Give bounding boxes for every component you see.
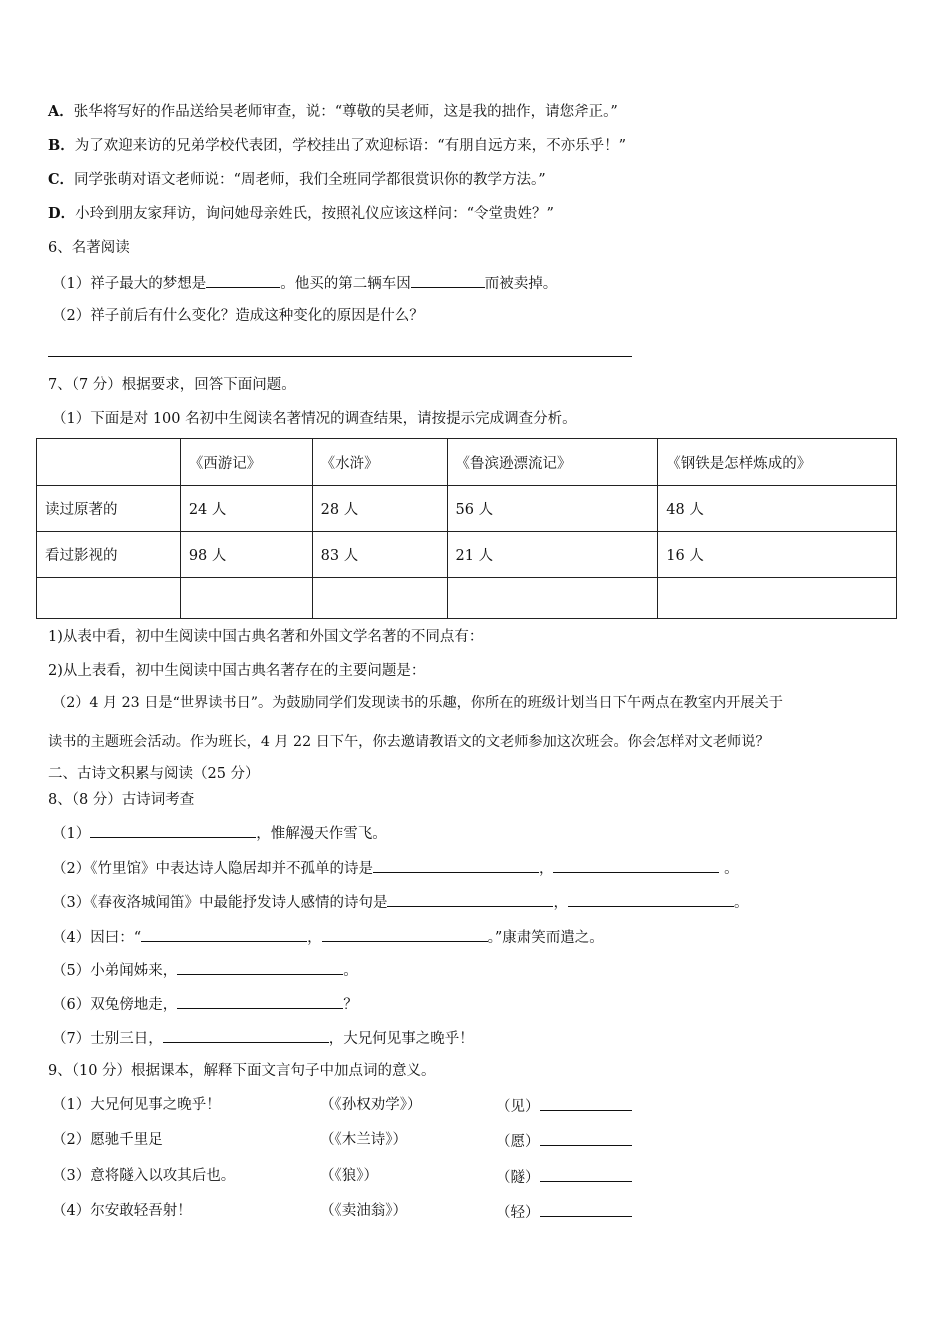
table-cell: 看过影视的 <box>37 532 181 578</box>
q7-analysis-1: 1)从表中看，初中生阅读中国古典名著和外国文学名著的不同点有： <box>48 629 484 645</box>
q7-part2-line2: 读书的主题班会活动。作为班长，4 月 22 日下午，你去邀请教语文的文老师参加这次班会。你会怎样对文老师说？ <box>48 734 770 750</box>
q8-text: （1） <box>52 826 91 842</box>
q9-row <box>52 1166 652 1186</box>
answer-blank[interactable] <box>141 926 307 942</box>
q8-text: 。 <box>343 963 358 979</box>
q9-sentence: （4）尔安敢轻吾射！ <box>52 1203 192 1219</box>
q6-title: 6、名著阅读 <box>48 240 130 256</box>
answer-blank[interactable] <box>177 993 343 1009</box>
q8-text: 。 <box>733 895 749 911</box>
answer-blank[interactable] <box>177 959 343 975</box>
answer-line[interactable] <box>48 356 632 357</box>
answer-blank[interactable] <box>163 1027 329 1043</box>
table-cell: 28 人 <box>312 486 447 532</box>
q8-text: ， <box>307 930 322 946</box>
table-cell: 16 人 <box>658 532 897 578</box>
q9-row <box>52 1201 652 1221</box>
option-letter: A． <box>48 103 74 120</box>
table-header-cell: 《鲁滨逊漂流记》 <box>447 439 658 486</box>
q6-sub1-text: 而被卖掉。 <box>484 276 558 292</box>
table-empty-row <box>37 578 897 619</box>
option-text: 张华将写好的作品送给吴老师审查，说：“尊敬的吴老师，这是我的拙作，请您斧正。” <box>73 104 618 120</box>
q8-text: ？ <box>343 997 358 1013</box>
answer-blank[interactable] <box>387 891 553 907</box>
option-letter: C． <box>48 171 75 188</box>
option-letter: D． <box>48 205 76 222</box>
option-d <box>48 204 554 224</box>
option-c <box>48 170 546 190</box>
q8-text: ，大兄何见事之晚乎！ <box>328 1031 474 1047</box>
answer-blank[interactable] <box>568 891 734 907</box>
section-heading: 二、古诗文积累与阅读（25 分） <box>48 766 260 782</box>
table-cell: 56 人 <box>447 486 658 532</box>
q9-sentence: （1）大兄何见事之晚乎！ <box>52 1097 221 1113</box>
q6-sub1 <box>52 272 557 294</box>
table-cell <box>37 439 181 486</box>
answer-blank[interactable] <box>540 1201 632 1217</box>
table-cell: 读过原著的 <box>37 486 181 532</box>
table-cell: 83 人 <box>312 532 447 578</box>
table-cell[interactable] <box>312 578 447 619</box>
q9-source: （《狼》） <box>320 1168 378 1184</box>
q9-sentence: （2）愿驰千里足 <box>52 1132 163 1148</box>
table-cell: 98 人 <box>180 532 312 578</box>
q8-line-5 <box>52 959 358 981</box>
table-cell: 48 人 <box>658 486 897 532</box>
q8-text: （5）小弟闻姊来， <box>52 963 178 979</box>
table-cell[interactable] <box>447 578 658 619</box>
table-header-cell: 《钢铁是怎样炼成的》 <box>658 439 897 486</box>
answer-blank[interactable] <box>540 1166 632 1182</box>
q8-text: ， <box>553 895 568 911</box>
q8-text: （7）士别三日， <box>52 1031 163 1047</box>
q9-word: （愿） <box>496 1134 540 1150</box>
q7-title: 7、（7 分）根据要求，回答下面问题。 <box>48 377 296 393</box>
q8-text: （6）双兔傍地走， <box>52 997 178 1013</box>
answer-blank[interactable] <box>322 926 488 942</box>
table-cell: 21 人 <box>447 532 658 578</box>
q6-sub2: （2）祥子前后有什么变化？造成这种变化的原因是什么？ <box>52 308 424 324</box>
answer-blank[interactable] <box>411 272 485 288</box>
q9-word: （见） <box>496 1099 540 1115</box>
answer-blank[interactable] <box>206 272 280 288</box>
answer-blank[interactable] <box>373 857 539 873</box>
q9-answer <box>496 1166 632 1188</box>
survey-table <box>36 438 897 619</box>
q8-text: 。 <box>719 861 739 877</box>
table-cell: 24 人 <box>180 486 312 532</box>
q9-word: （轻） <box>496 1205 540 1221</box>
table-cell[interactable] <box>658 578 897 619</box>
q8-text: 。”康肃笑而遣之。 <box>487 930 604 946</box>
q8-text: ，惟解漫天作雪飞。 <box>256 826 387 842</box>
q8-text: （4）因曰：“ <box>52 930 142 946</box>
q9-row <box>52 1130 652 1150</box>
q9-answer <box>496 1130 632 1152</box>
answer-blank[interactable] <box>553 857 719 873</box>
option-b <box>48 136 626 156</box>
q7-part2-line1: （2）4 月 23 日是“世界读书日”。为鼓励同学们发现读书的乐趣，你所在的班级计划当日下午两点在教室内开展关于 <box>52 695 783 711</box>
q9-source: （《孙权劝学》） <box>320 1097 422 1113</box>
table-row <box>37 486 897 532</box>
q9-answer <box>496 1201 632 1223</box>
table-row <box>37 532 897 578</box>
q9-row <box>52 1095 652 1115</box>
q7-intro: （1）下面是对 100 名初中生阅读名著情况的调查结果，请按提示完成调查分析。 <box>52 411 577 427</box>
q8-title: 8、（8 分）古诗词考查 <box>48 792 195 808</box>
option-text: 同学张萌对语文老师说：“周老师，我们全班同学都很赏识你的教学方法。” <box>74 172 546 188</box>
answer-blank[interactable] <box>540 1130 632 1146</box>
q9-source: （《卖油翁》） <box>320 1203 407 1219</box>
table-header-cell: 《水浒》 <box>312 439 447 486</box>
answer-blank[interactable] <box>90 822 256 838</box>
table-header-cell: 《西游记》 <box>180 439 312 486</box>
q9-title: 9、（10 分）根据课本，解释下面文言句子中加点词的意义。 <box>48 1063 436 1079</box>
table-cell[interactable] <box>180 578 312 619</box>
q8-line-3 <box>52 891 748 913</box>
q8-line-7 <box>52 1027 474 1049</box>
q8-text: ， <box>538 861 554 877</box>
q9-source: （《木兰诗》） <box>320 1132 407 1148</box>
answer-blank[interactable] <box>540 1095 632 1111</box>
q7-analysis-2: 2)从上表看，初中生阅读中国古典名著存在的主要问题是： <box>48 663 426 679</box>
table-header-row <box>37 439 897 486</box>
option-text: 为了欢迎来访的兄弟学校代表团，学校挂出了欢迎标语：“有朋自远方来，不亦乐乎！” <box>74 138 627 154</box>
option-letter: B． <box>48 137 75 154</box>
q8-text: （2）《竹里馆》中表达诗人隐居却并不孤单的诗是 <box>52 861 373 877</box>
q6-sub1-text: 。他买的第二辆车因 <box>280 276 411 292</box>
q8-text: （3）《春夜洛城闻笛》中最能抒发诗人感情的诗句是 <box>52 895 388 911</box>
q8-line-1 <box>52 822 387 844</box>
q8-line-6 <box>52 993 358 1015</box>
q8-line-2 <box>52 857 739 879</box>
q9-answer <box>496 1095 632 1117</box>
option-a <box>48 102 618 122</box>
q9-word: （隧） <box>496 1170 540 1186</box>
q9-sentence: （3）意将隧入以攻其后也。 <box>52 1168 236 1184</box>
q6-sub1-text: （1）祥子最大的梦想是 <box>52 276 207 292</box>
table-cell[interactable] <box>37 578 181 619</box>
option-text: 小玲到朋友家拜访，询问她母亲姓氏，按照礼仪应该这样问：“令堂贵姓？” <box>75 206 554 222</box>
q8-line-4 <box>52 926 604 948</box>
